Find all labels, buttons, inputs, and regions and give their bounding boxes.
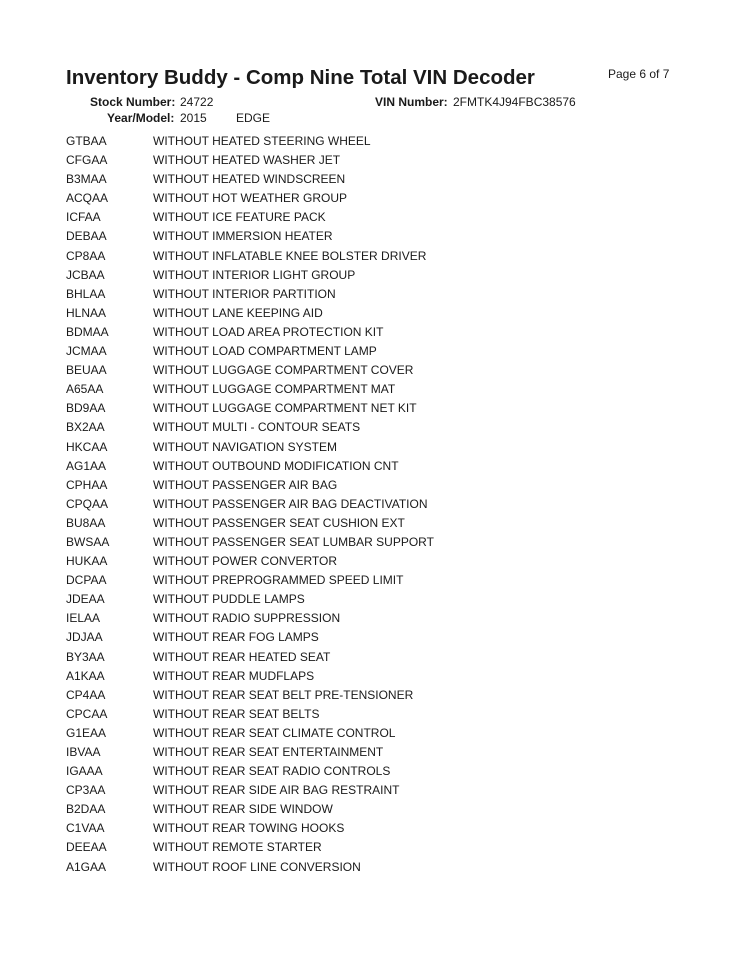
list-item: [66, 249, 626, 268]
list-item: [66, 210, 626, 229]
option-description: WITHOUT REAR SEAT CLIMATE CONTROL: [153, 725, 396, 740]
model-value: EDGE: [236, 111, 271, 125]
option-description: WITHOUT INTERIOR LIGHT GROUP: [153, 267, 356, 282]
option-code: DEEAA: [66, 840, 107, 855]
option-description: WITHOUT REAR TOWING HOOKS: [153, 821, 345, 836]
option-description: WITHOUT LOAD AREA PROTECTION KIT: [153, 324, 384, 339]
option-description: WITHOUT POWER CONVERTOR: [153, 554, 338, 569]
option-description: WITHOUT INFLATABLE KNEE BOLSTER DRIVER: [153, 248, 427, 263]
option-description: WITHOUT REAR SIDE WINDOW: [153, 802, 333, 817]
option-description: WITHOUT REAR SEAT RADIO CONTROLS: [153, 764, 391, 779]
option-code: A65AA: [66, 382, 104, 397]
option-code: BY3AA: [66, 649, 105, 664]
option-description: WITHOUT PASSENGER SEAT CUSHION EXT: [153, 515, 405, 530]
option-description: WITHOUT LOAD COMPARTMENT LAMP: [153, 344, 377, 359]
option-description: WITHOUT PASSENGER AIR BAG DEACTIVATION: [153, 496, 428, 511]
option-code: JCBAA: [66, 267, 105, 282]
option-description: WITHOUT REAR MUDFLAPS: [153, 668, 315, 683]
list-item: [66, 745, 626, 764]
option-code: BEUAA: [66, 363, 107, 378]
list-item: [66, 650, 626, 669]
list-item: [66, 669, 626, 688]
option-code: HKCAA: [66, 439, 108, 454]
list-item: [66, 459, 626, 478]
option-code: CPCAA: [66, 706, 108, 721]
option-description: WITHOUT PUDDLE LAMPS: [153, 592, 305, 607]
list-item: [66, 860, 626, 879]
option-code: C1VAA: [66, 821, 105, 836]
option-code: JDEAA: [66, 592, 105, 607]
list-item: [66, 821, 626, 840]
option-description: WITHOUT PREPROGRAMMED SPEED LIMIT: [153, 573, 404, 588]
list-item: [66, 344, 626, 363]
option-description: WITHOUT HEATED WINDSCREEN: [153, 172, 346, 187]
list-item: [66, 630, 626, 649]
option-description: WITHOUT REAR HEATED SEAT: [153, 649, 331, 664]
list-item: [66, 783, 626, 802]
option-code: CPQAA: [66, 496, 109, 511]
option-code: BD9AA: [66, 401, 106, 416]
option-description: WITHOUT PASSENGER SEAT LUMBAR SUPPORT: [153, 534, 434, 549]
option-code: HUKAA: [66, 554, 108, 569]
stock-number-value: 24722: [180, 95, 214, 109]
list-item: [66, 688, 626, 707]
list-item: [66, 363, 626, 382]
option-code: B3MAA: [66, 172, 107, 187]
list-item: [66, 840, 626, 859]
list-item: [66, 478, 626, 497]
option-description: WITHOUT IMMERSION HEATER: [153, 229, 333, 244]
option-code: CPHAA: [66, 477, 108, 492]
option-code: HLNAA: [66, 305, 107, 320]
list-item: [66, 497, 626, 516]
option-description: WITHOUT REAR SEAT BELT PRE-TENSIONER: [153, 687, 414, 702]
option-code: DEBAA: [66, 229, 107, 244]
option-description: WITHOUT REAR SIDE AIR BAG RESTRAINT: [153, 783, 400, 798]
option-description: WITHOUT HEATED STEERING WHEEL: [153, 134, 371, 148]
option-description: WITHOUT REAR SEAT ENTERTAINMENT: [153, 745, 384, 759]
option-description: WITHOUT INTERIOR PARTITION: [153, 286, 336, 301]
option-description: WITHOUT LANE KEEPING AID: [153, 305, 323, 320]
option-description: WITHOUT LUGGAGE COMPARTMENT COVER: [153, 363, 414, 378]
option-code: BHLAA: [66, 286, 106, 301]
list-item: [66, 726, 626, 745]
list-item: [66, 535, 626, 554]
vin-number-label: VIN Number:: [375, 95, 448, 109]
option-code: JCMAA: [66, 344, 107, 359]
option-code: JDJAA: [66, 630, 103, 645]
list-item: [66, 764, 626, 783]
option-code: A1KAA: [66, 668, 105, 683]
list-item: [66, 592, 626, 611]
year-value: 2015: [180, 111, 207, 125]
list-item: [66, 382, 626, 401]
list-item: [66, 611, 626, 630]
list-item: [66, 516, 626, 535]
list-item: [66, 153, 626, 172]
option-description: WITHOUT LUGGAGE COMPARTMENT MAT: [153, 382, 396, 397]
option-code: IELAA: [66, 611, 101, 626]
option-code-list: [66, 134, 626, 879]
option-code: BX2AA: [66, 420, 105, 435]
list-item: [66, 401, 626, 420]
list-item: [66, 440, 626, 459]
list-item: [66, 554, 626, 573]
option-code: GTBAA: [66, 134, 107, 148]
option-code: G1EAA: [66, 725, 107, 740]
option-description: WITHOUT LUGGAGE COMPARTMENT NET KIT: [153, 401, 417, 416]
option-code: CFGAA: [66, 153, 108, 168]
option-code: ICFAA: [66, 210, 101, 225]
option-description: WITHOUT HOT WEATHER GROUP: [153, 191, 347, 206]
option-description: WITHOUT REAR FOG LAMPS: [153, 630, 319, 645]
list-item: [66, 287, 626, 306]
option-code: IBVAA: [66, 745, 101, 759]
year-model-label: Year/Model:: [107, 111, 175, 125]
list-item: [66, 573, 626, 592]
page-number: Page 6 of 7: [608, 67, 670, 81]
list-item: [66, 707, 626, 726]
option-code: CP3AA: [66, 783, 106, 798]
list-item: [66, 802, 626, 821]
list-item: [66, 191, 626, 210]
option-description: WITHOUT RADIO SUPPRESSION: [153, 611, 341, 626]
option-code: BWSAA: [66, 534, 110, 549]
option-code: CP4AA: [66, 687, 106, 702]
option-code: AG1AA: [66, 458, 107, 473]
option-code: BDMAA: [66, 324, 109, 339]
list-item: [66, 325, 626, 344]
option-description: WITHOUT REMOTE STARTER: [153, 840, 322, 855]
option-code: B2DAA: [66, 802, 106, 817]
option-description: WITHOUT PASSENGER AIR BAG: [153, 477, 338, 492]
stock-number-label: Stock Number:: [90, 95, 176, 109]
list-item: [66, 172, 626, 191]
option-description: WITHOUT OUTBOUND MODIFICATION CNT: [153, 458, 399, 473]
option-description: WITHOUT REAR SEAT BELTS: [153, 706, 320, 721]
option-description: WITHOUT HEATED WASHER JET: [153, 153, 341, 168]
list-item: [66, 229, 626, 248]
report-title: Inventory Buddy - Comp Nine Total VIN Decoder: [66, 66, 535, 89]
option-description: WITHOUT MULTI - CONTOUR SEATS: [153, 420, 361, 435]
option-code: BU8AA: [66, 515, 106, 530]
option-code: A1GAA: [66, 859, 107, 874]
list-item: [66, 306, 626, 325]
vin-number-value: 2FMTK4J94FBC38576: [453, 95, 576, 109]
option-code: DCPAA: [66, 573, 107, 588]
list-item: [66, 134, 626, 153]
option-code: IGAAA: [66, 764, 103, 779]
option-description: WITHOUT ROOF LINE CONVERSION: [153, 859, 361, 874]
option-code: ACQAA: [66, 191, 109, 206]
list-item: [66, 420, 626, 439]
list-item: [66, 268, 626, 287]
option-description: WITHOUT ICE FEATURE PACK: [153, 210, 326, 225]
option-code: CP8AA: [66, 248, 106, 263]
option-description: WITHOUT NAVIGATION SYSTEM: [153, 439, 338, 454]
